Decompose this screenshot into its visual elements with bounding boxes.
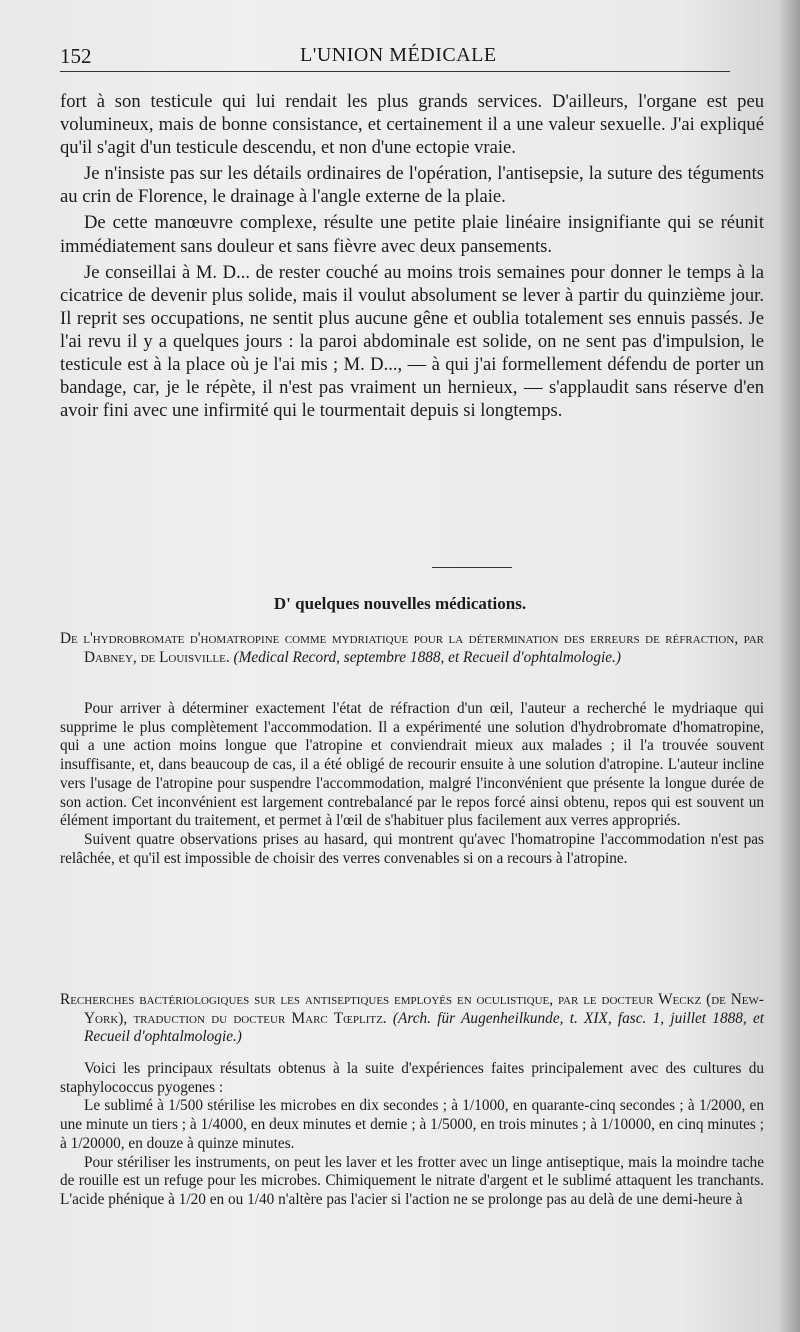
page-edge-shadow — [778, 0, 800, 1332]
section-separator — [432, 567, 512, 568]
paragraph: Je conseillai à M. D... de rester couché au moins trois semaines pour donner le temps à la cicatrice de devenir plus solide, mais il voulut absolument se lever à partir du quinzième jour. Il reprit ses occupations, ne sentit plus aucune gêne et oublia totalement ses ennuis passés. Je l'ai revu il y a quelques jours : la paroi abdominale est solide, on ne sent pas d'impulsion, le testicule est à la place où je l'ai mis ; M. D..., — à qui j'ai formellement défendu de porter un bandage, car, je le répète, il n'est pas vraiment un hernieux, — s'applaudit sans réserve d'en avoir fini avec une infirmité qui le tourmentait depuis si longtemps. — [60, 261, 764, 422]
header-rule — [60, 71, 730, 72]
running-title: L'UNION MÉDICALE — [300, 44, 497, 66]
entry-heading — [60, 991, 764, 1047]
entry-antiseptiques-body — [60, 1060, 764, 1210]
entry-source: (Medical Record, septembre 1888, et Recueil d'ophtalmologie.) — [233, 648, 621, 666]
paragraph: Pour arriver à déterminer exactement l'état de réfraction d'un œil, l'auteur a recherché le mydriaque qui supprime le plus complètement l'accommodation. Il a expérimenté une solution d'hydrobromate d'homatropine, qui a une action moins longue que l'atropine et conviendrait mieux aux malades ; il l'a trouvée souvent insuffisante, et, dans beaucoup de cas, il a été obligé de recourir ensuite à une solution d'atropine. L'auteur incline vers l'usage de l'atropine pour suspendre l'accommodation, malgré l'inconvénient que présente la longue durée de son action. Cet inconvénient est largement contrebalancé par le repos forcé ainsi obtenu, repos qui est souvent un élément important du traitement, et permet à l'œil de s'habituer plus facilement aux verres appropriés. — [60, 700, 764, 830]
entry-heading — [60, 630, 764, 667]
entry-homatropine-body — [60, 700, 764, 868]
article-continuation — [60, 90, 764, 422]
paragraph: Le sublimé à 1/500 stérilise les microbes en dix secondes ; à 1/1000, en quarante-cinq secondes ; à 1/2000, en une minute un tiers ; à 1/4000, en deux minutes et demie ; à 1/5000, en trois minutes ; à 1/10000, en cinq minutes ; à 1/20000, en douze à quinze minutes. — [60, 1097, 764, 1152]
paragraph: Je n'insiste pas sur les détails ordinaires de l'opération, l'antisepsie, la suture des téguments au crin de Florence, le drainage à l'angle externe de la plaie. — [60, 163, 764, 208]
entry-source: (Arch. für Augenheilkunde, t. XIX, fasc. 1, juillet 1888, et Recueil d'ophtalmologie.) — [84, 1009, 765, 1046]
section-title: D' quelques nouvelles médications. — [273, 594, 527, 613]
paragraph: Pour stériliser les instruments, on peut les laver et les frotter avec un linge antiseptique, mais la moindre tache de rouille est un refuge pour les microbes. Chimiquement le nitrate d'argent et le sublimé attaquent les tranchants. L'acide phénique à 1/20 en ou 1/40 n'altère pas l'acier si l'action ne se prolonge pas au delà de une demi-heure à — [60, 1153, 764, 1208]
paragraph: De cette manœuvre complexe, résulte une petite plaie linéaire insignifiante qui se réunit immédiatement sans douleur et sans fièvre avec deux pansements. — [60, 212, 764, 257]
page-number: 152 — [60, 44, 92, 68]
paragraph: fort à son testicule qui lui rendait les plus grands services. D'ailleurs, l'organe est peu volumineux, mais de bonne consistance, et certainement il a une valeur sexuelle. J'ai expliqué qu'il s'agit d'un testicule descendu, et non d'une ectopie vraie. — [60, 91, 764, 159]
entry-antiseptiques — [60, 991, 764, 1047]
paragraph: Suivent quatre observations prises au hasard, qui montrent qu'avec l'homatropine l'accommodation n'est pas relâchée, et qu'il est impossible de choisir des verres convenables si on a recours à l'atropine. — [60, 830, 764, 867]
entry-heading-text: De l'hydrobromate d'homatropine comme mydriatique pour la détermination des erreurs de réfraction, par Dabney, de Louisville. — [60, 630, 764, 666]
entry-homatropine — [60, 630, 764, 667]
entry-heading-text: Recherches bactériologiques sur les antiseptiques employés en oculistique, par le docteur Weckz (de New-York), traduction du docteur Marc Tœplitz. — [60, 991, 764, 1027]
page-header — [60, 40, 730, 70]
paragraph: Voici les principaux résultats obtenus à la suite d'expériences faites principalement avec des cultures du staphylococcus pyogenes : — [60, 1060, 764, 1096]
